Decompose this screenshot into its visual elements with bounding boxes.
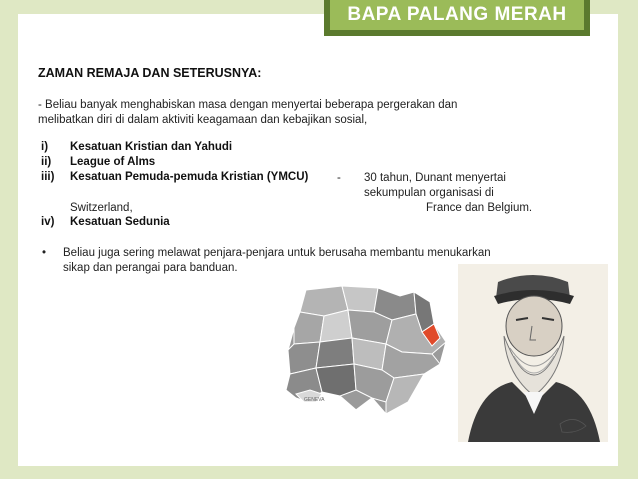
list-num-4: iv) [41,216,55,228]
ymcu-note-line-1: 30 tahun, Dunant menyertai [364,172,506,184]
bullet-line-2: sikap dan perangai para banduan. [63,262,238,274]
ymcu-note-line-3-right: France dan Belgium. [426,202,533,214]
ymcu-note-line-3-left: Switzerland, [70,202,133,214]
bullet-line-1: Beliau juga sering melawat penjara-penjara untuk berusaha membantu menukarkan [63,247,491,259]
list-num-1: i) [41,141,49,153]
title-box [324,0,590,36]
list-num-2: ii) [41,156,52,168]
list-num-3: iii) [41,171,55,183]
portrait-image [458,264,608,442]
geneva-label: GENEVA [304,397,325,403]
list-item-2: League of Alms [70,156,156,168]
intro-line-2: melibatkan diri di dalam aktiviti keagamaan dan kebajikan sosial, [38,114,368,126]
switzerland-map-image [282,282,452,432]
section-title: ZAMAN REMAJA DAN SETERUSNYA: [38,66,262,80]
bullet-icon: • [42,247,47,259]
list-item-3-dash: - [337,172,341,184]
list-item-1: Kesatuan Kristian dan Yahudi [70,141,233,153]
list-item-3: Kesatuan Pemuda-pemuda Kristian (YMCU) [70,171,309,183]
page-title: BAPA PALANG MERAH [330,0,584,30]
list-item-4: Kesatuan Sedunia [70,216,170,228]
ymcu-note-line-2: sekumpulan organisasi di [364,187,494,199]
henry-dunant-portrait [458,264,608,442]
intro-line-1: - Beliau banyak menghabiskan masa dengan menyertai beberapa pergerakan dan [38,99,458,111]
